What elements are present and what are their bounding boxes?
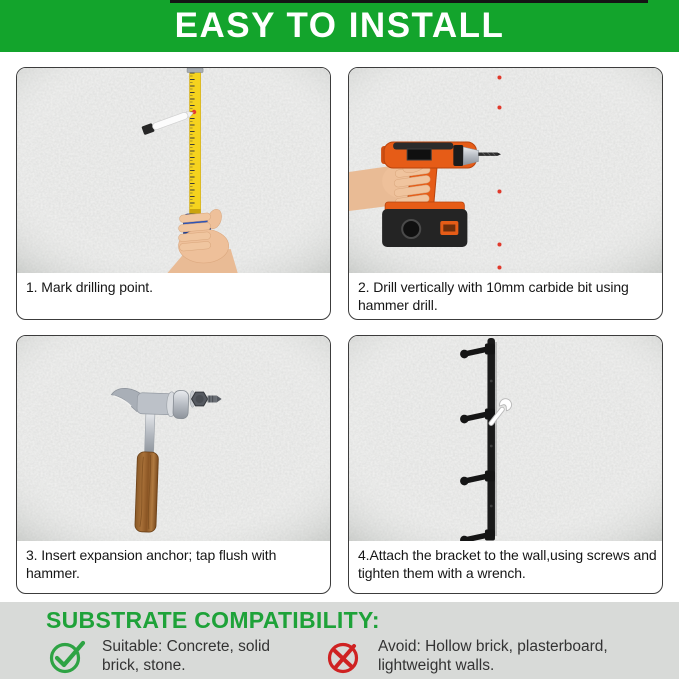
compatibility-columns xyxy=(0,637,679,676)
hammer-drill-illustration xyxy=(349,68,662,273)
step-3-photo xyxy=(17,336,330,541)
hammer-neck xyxy=(144,412,154,454)
chuck xyxy=(463,147,478,165)
x-circle-icon xyxy=(326,638,366,676)
step-1-photo xyxy=(17,68,330,273)
step-panel-1 xyxy=(16,67,331,320)
bracket-shadow xyxy=(495,342,497,536)
avoid-item xyxy=(326,637,658,676)
hammer-handle xyxy=(135,452,159,533)
battery-pack xyxy=(382,202,467,247)
step-4-photo xyxy=(349,336,662,541)
step-panel-3 xyxy=(16,335,331,594)
suitable-text: Suitable: Concrete, solid brick, stone. xyxy=(102,638,271,674)
steps-grid xyxy=(16,67,663,594)
tape-measure xyxy=(187,68,203,228)
page-title: EASY TO INSTALL xyxy=(174,6,505,45)
step-4-caption: 4.Attach the bracket to the wall,using screws and tighten them with a wrench. xyxy=(358,547,657,581)
step-panel-2 xyxy=(348,67,663,320)
avoid-text: Avoid: Hollow brick, plasterboard, lightweight walls. xyxy=(378,638,608,674)
compatibility-title: SUBSTRATE COMPATIBILITY: xyxy=(46,607,380,633)
step-2-caption: 2. Drill vertically with 10mm carbide bit using hammer drill. xyxy=(358,279,629,313)
step-2-photo xyxy=(349,68,662,273)
bracket-rail xyxy=(487,338,495,539)
top-black-strip xyxy=(170,0,648,3)
step-panel-4 xyxy=(348,335,663,594)
step-3-caption: 3. Insert expansion anchor; tap flush with hammer. xyxy=(26,547,277,581)
hammer-anchor-illustration xyxy=(17,336,330,541)
wall-vignette xyxy=(349,336,662,541)
check-circle-icon xyxy=(48,638,90,676)
step-1-caption: 1. Mark drilling point. xyxy=(26,279,153,295)
substrate-compatibility-section xyxy=(0,602,679,679)
wall-vignette xyxy=(17,68,330,273)
title-banner xyxy=(0,0,679,52)
wall-vignette xyxy=(17,336,330,541)
tape-measure-illustration xyxy=(17,68,330,273)
striking-face xyxy=(173,390,189,419)
bracket-wrench-illustration xyxy=(349,336,662,541)
suitable-item xyxy=(48,637,320,676)
